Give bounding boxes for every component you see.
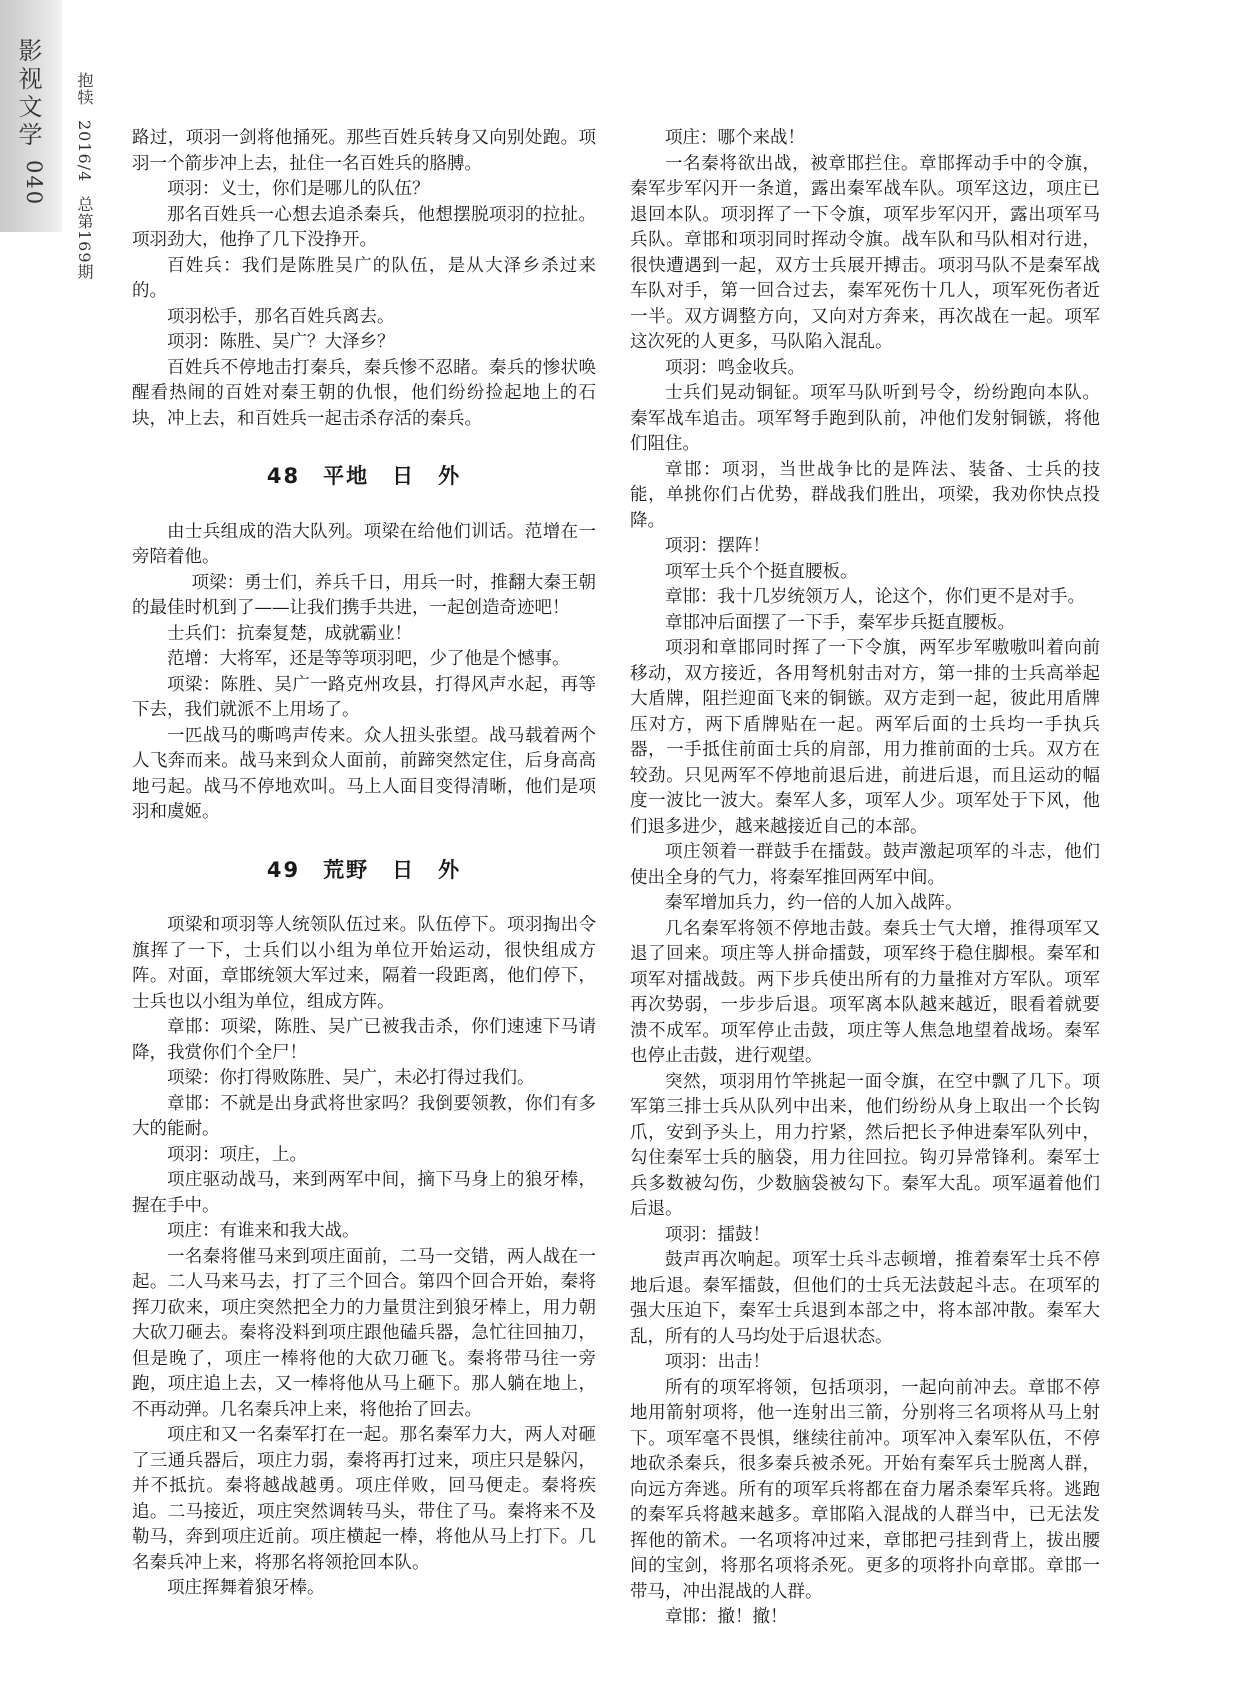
paragraph: 项庄和又一名秦军打在一起。那名秦军力大，两人对砸了三通兵器后，项庄力弱，秦将再打过来，项庄只是躲闪，并不抵抗。秦将越战越勇。项庄佯败，回马便走。秦将疾追。二马接近，项庄突然调转马头，带住了马。秦将来不及勒马，奔到项庄近前。项庄横起一棒，将他从马上打下。几名秦兵冲上来，将那名将领抢回本队。: [132, 1425, 596, 1573]
paragraph: 章邯：不就是出身武将世家吗？我倒要领教，你们有多大的能耐。: [132, 1093, 596, 1139]
paragraph: 项梁：你打得败陈胜、吴广，未必打得过我们。: [167, 1068, 535, 1088]
paragraph: 所有的项军将领，包括项羽，一起向前冲去。章邯不停地用箭射项将，他一连射出三箭，分别将三名项将从马上射下。项军毫不畏惧，继续往前冲。项军冲入秦军队伍，不停地砍杀秦兵，很多秦兵被杀死。开始有秦军兵士脱离人群，向远方奔逃。所有的项军兵将都在奋力屠杀秦军兵将。逃跑的秦军兵将越来越多。章邯陷入混战的人群当中，已无法发挥他的箭术。一名项将冲过来，章邯把弓挂到背上，拔出腰间的宝剑，将那名项将杀死。更多的项将扑向章邯。章邯一带马，冲出混战的人群。: [630, 1377, 1100, 1602]
paragraph: 一名秦将催马来到项庄面前，二马一交错，两人战在一起。二人马来马去，打了三个回合。第四个回合开始，秦将挥刀砍来，项庄突然把全力的力量贯注到狼牙棒上，用力朝大砍刀砸去。秦将没料到项庄跟他磕兵器，急忙往回抽刀，但是晚了，项庄一棒将他的大砍刀砸飞。秦将带马往一旁跑，项庄追上去，又一棒将他从马上砸下。那人躺在地上，不再动弹。几名秦兵冲上来，将他抬了回去。: [132, 1246, 596, 1420]
paragraph: 项羽：出击！: [665, 1352, 770, 1372]
paragraph: 士兵们晃动铜钲。项军马队听到号令，纷纷跑向本队。秦军战车追击。项军弩手跑到队前，冲他们发射铜镞，将他们阻住。: [630, 383, 1100, 454]
paragraph: 项羽：擂鼓！: [665, 1224, 770, 1245]
paragraph: 项军士兵个个挺直腰板。: [665, 561, 858, 582]
paragraph: 章邯：撤！撤！: [665, 1607, 788, 1627]
paragraph: 项庄：有谁来和我大战。: [167, 1221, 360, 1241]
paragraph: 项庄挥舞着狼牙棒。: [167, 1578, 325, 1598]
paragraph: 项羽和章邯同时挥了一下令旗，两军步军嗷嗷叫着向前移动，双方接近，各用弩机射击对方，第一排的士兵高举起大盾牌，阻拦迎面飞来的铜镞。双方走到一起，彼此用盾牌压对方，两下盾牌贴在一起。两军后面的士兵均一手执兵器，一手抵住前面士兵的肩部，用力推前面的士兵。双方在较劲。只见两军不停地前退后进，前进后退，而且运动的幅度一波比一波大。秦军人多，项军人少。项军处于下风，他们退多进少，越来越接近自己的本部。: [630, 638, 1100, 837]
paragraph: 路过，项羽一剑将他捅死。那些百姓兵转身又向别处跑。项羽一个箭步冲上去，扯住一名百姓兵的胳膊。: [132, 128, 596, 174]
right-column: [630, 126, 1100, 1631]
page-number: 040: [22, 160, 46, 207]
left-column: [132, 126, 596, 1602]
paragraph: 项梁：勇士们，养兵千日，用兵一时，推翻大秦王朝的最佳时机到了——让我们携手共进，一起创造奇迹吧！: [132, 572, 596, 618]
paragraph: 突然，项羽用竹竿挑起一面令旗，在空中飘了几下。项军第三排士兵从队列中出来，他们纷纷从身上取出一个长钩爪，安到予头上，用力拧紧，然后把长予伸进秦军队列中，勾住秦军士兵的脑袋，用力往回拉。钩刃异常锋利。秦军士兵多数被勾伤，少数脑袋被勾下。秦军大乱。项军逼着他们后退。: [630, 1071, 1100, 1219]
paragraph: 项庄驱动战马，来到两军中间，摘下马身上的狼牙棒，握在手中。: [132, 1170, 596, 1216]
paragraph: 士兵们：抗秦复楚，成就霸业！: [167, 623, 412, 644]
paragraph: 项庄领着一群鼓手在擂鼓。鼓声激起项军的斗志，他们使出全身的气力，将秦军推回两军中间。: [630, 842, 1100, 888]
issue-info: [70, 72, 96, 295]
publication-title: 抱犊: [75, 72, 94, 106]
scene-heading-49: 49 荒野 日 外: [266, 857, 462, 882]
magazine-name: 影视文学: [14, 38, 42, 150]
paragraph: 范增：大将军，还是等等项羽吧，少了他是个憾事。: [167, 649, 570, 669]
paragraph: 秦军增加兵力，约一倍的人加入战阵。: [665, 893, 963, 913]
paragraph: 鼓声再次响起。项军士兵斗志顿增，推着秦军士兵不停地后退。秦军擂鼓，但他们的士兵无法鼓起斗志。在项军的强大压迫下，秦军士兵退到本部之中，将本部冲散。秦军大乱，所有的人马均处于后退状态。: [630, 1250, 1100, 1347]
paragraph: 章邯：项羽，当世战争比的是阵法、装备、士兵的技能，单挑你们占优势，群战我们胜出，项梁，我劝你快点投降。: [630, 459, 1100, 531]
paragraph: 章邯冲后面摆了一下手，秦军步兵挺直腰板。: [665, 612, 1015, 633]
scene-heading-48: 48 平地 日 外: [266, 464, 462, 488]
paragraph: 一名秦将欲出战，被章邯拦住。章邯挥动手中的令旗，秦军步军闪开一条道，露出秦军战车队。项军这边，项庄已退回本队。项羽挥了一下令旗，项军步军闪开，露出项军马兵队。章邯和项羽同时挥动令旗。战车队和马队相对行进，很快遭遇到一起，双方士兵展开搏击。项羽马队不是秦军战车队对手，第一回合过去，秦军死伤十几人，项军死伤者近一半。双方调整方向，又向对方奔来，再次战在一起。项军这次死的人更多，马队陷入混乱。: [630, 153, 1100, 352]
paragraph: 项羽：鸣金收兵。: [665, 357, 805, 378]
paragraph: 那名百姓兵一心想去追杀秦兵，他想摆脱项羽的拉扯。项羽劲大，他挣了几下没挣开。: [132, 204, 596, 250]
paragraph: 项羽松手，那名百姓兵离去。: [167, 306, 395, 327]
paragraph: 项羽：陈胜、吴广？大泽乡？: [167, 332, 395, 352]
paragraph: 由士兵组成的浩大队列。项梁在给他们训话。范增在一旁陪着他。: [132, 521, 596, 567]
paragraph: 百姓兵：我们是陈胜吴广的队伍，是从大泽乡杀过来的。: [132, 255, 596, 301]
paragraph: 章邯：我十几岁统领万人，论这个，你们更不是对手。: [665, 587, 1085, 607]
paragraph: 百姓兵不停地击打秦兵，秦兵惨不忍睹。秦兵的惨状唤醒看热闹的百姓对秦王朝的仇恨，他们纷纷捡起地上的石块，冲上去，和百姓兵一起击杀存活的秦兵。: [132, 357, 596, 429]
paragraph: 项庄：哪个来战！: [665, 128, 805, 148]
paragraph: 几名秦军将领不停地击鼓。秦兵士气大增，推得项军又退了回来。项庄等人拼命擂鼓，项军终于稳住脚根。秦军和项军对擂战鼓。两下步兵使出所有的力量推对方军队。项军再次势弱，一步步后退。项军离本队越来越近，眼看着就要溃不成军。项军停止击鼓，项庄等人焦急地望着战场。秦军也停止击鼓，进行观望。: [630, 918, 1100, 1066]
paragraph: 项羽：义士，你们是哪儿的队伍？: [167, 179, 430, 199]
side-tab: [0, 0, 62, 232]
paragraph: 章邯：项梁，陈胜、吴广已被我击杀，你们速速下马请降，我赏你们个全尸！: [132, 1017, 596, 1063]
year-issue: 2016/4: [75, 120, 94, 183]
paragraph: 项梁：陈胜、吴广一路克州攻县，打得风声水起，再等下去，我们就派不上用场了。: [132, 674, 596, 720]
paragraph: 项梁和项羽等人统领队伍过来。队伍停下。项羽掏出令旗挥了一下，士兵们以小组为单位开始运动，很快组成方阵。对面，章邯统领大军过来，隔着一段距离，他们停下，士兵也以小组为单位，组成方阵。: [132, 915, 596, 1012]
paragraph: 一匹战马的嘶鸣声传来。众人扭头张望。战马载着两个人飞奔而来。战马来到众人面前，前蹄突然定住，后身高高地弓起。战马不停地欢叫。马上人面目变得清晰，他们是项羽和虞姬。: [132, 725, 596, 822]
paragraph: 项羽：摆阵！: [665, 536, 770, 556]
total-issue: 总第169期: [75, 196, 94, 281]
paragraph: 项羽：项庄，上。: [167, 1144, 307, 1165]
